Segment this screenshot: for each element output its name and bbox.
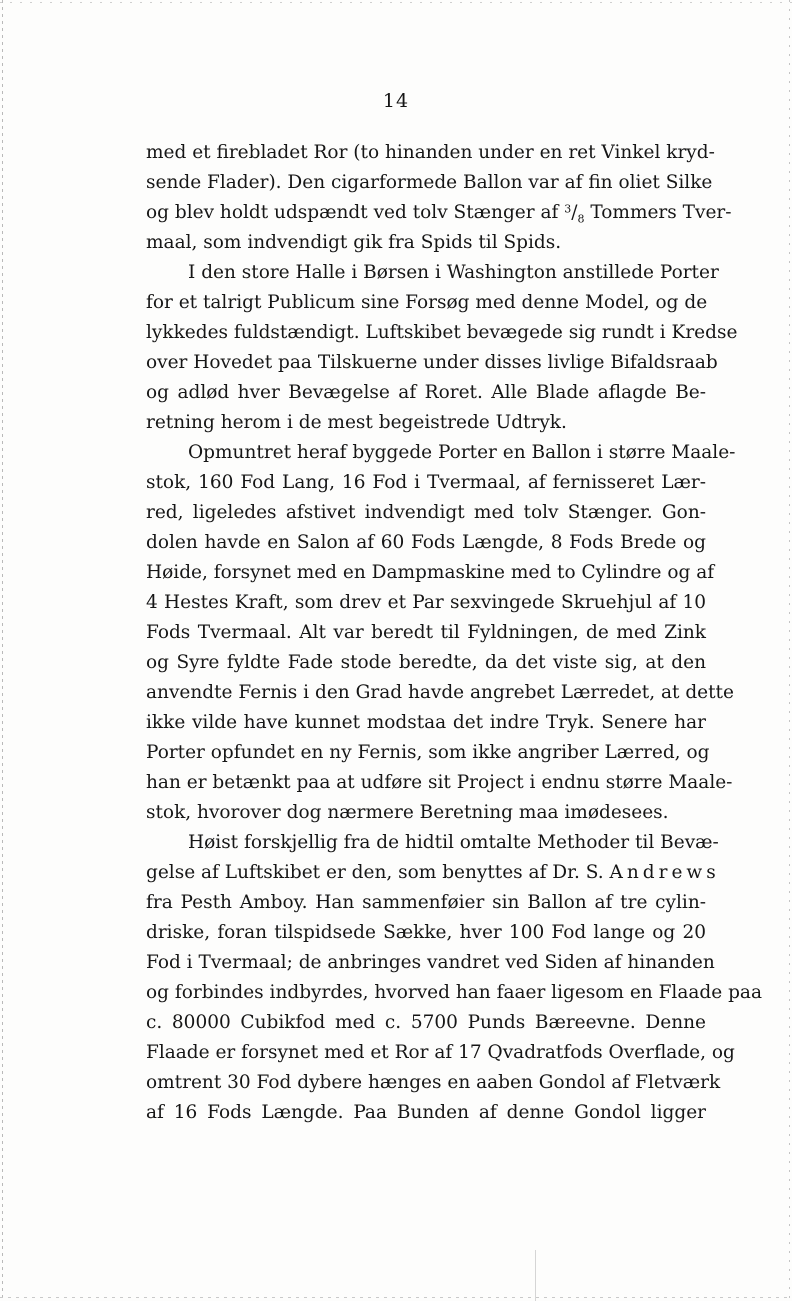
text-line: af 16 Fods Længde. Paa Bunden af denne Gondol ligger [146, 1102, 706, 1123]
fraction-denominator: 8 [577, 212, 585, 226]
binding-fold-mark [535, 1250, 536, 1301]
text-line: maal, som indvendigt gik fra Spids til Spids. [146, 232, 562, 253]
text-line: Fod i Tvermaal; de anbringes vandret ved Siden af hinanden [146, 952, 715, 973]
text-line: dolen havde en Salon af 60 Fods Længde, 8 Fods Brede og [146, 532, 706, 553]
page-number: 14 [382, 90, 410, 112]
page-edge-right [789, 0, 790, 1301]
paragraph-start-line: I den store Halle i Børsen i Washington anstillede Porter [188, 262, 719, 283]
text-line: stok, 160 Fod Lang, 16 Fod i Tvermaal, af fernisseret Lær- [146, 472, 706, 493]
text-line: 4 Hestes Kraft, som drev et Par sexvingede Skruehjul af 10 [146, 592, 706, 613]
text-line: og Syre fyldte Fade stode beredte, da det viste sig, at den [146, 652, 706, 673]
text-line-with-spaced-name [146, 858, 720, 888]
text-line: for et talrigt Publicum sine Forsøg med denne Model, og de [146, 292, 708, 313]
fraction-numerator: 3 [564, 202, 572, 216]
paragraph-start-line: Opmuntret heraf byggede Porter en Ballon i større Maale- [188, 442, 736, 463]
text-fragment: og blev holdt udspændt ved tolv Stænger af [146, 202, 559, 223]
text-line: over Hovedet paa Tilskuerne under disses livlige Bifaldsraab [146, 352, 718, 373]
text-line-with-fraction: og blev holdt udspændt ved tolv Stænger af $^3/_8$ Tommers Tver- [146, 202, 732, 226]
text-line: anvendte Fernis i den Grad havde angrebet Lærredet, at dette [146, 682, 734, 703]
text-line: omtrent 30 Fod dybere hænges en aaben Gondol af Fletværk [146, 1072, 721, 1093]
text-line: lykkedes fuldstændigt. Luftskibet bevægede sig rundt i Kredse [146, 322, 738, 343]
text-line: stok, hvorover dog nærmere Beretning maa imødesees. [146, 802, 669, 823]
text-line: og adlød hver Bevægelse af Roret. Alle Blade aflagde Be- [146, 382, 706, 403]
text-line: driske, foran tilspidsede Sække, hver 100 Fod lange og 20 [146, 922, 706, 943]
page-edge-left [2, 0, 3, 1301]
text-line: Porter opfundet en ny Fernis, som ikke angriber Lærred, og [146, 742, 710, 763]
text-line: c. 80000 Cubikfod med c. 5700 Punds Bæreevne. Denne [146, 1012, 706, 1033]
spaced-person-name: Andrews [609, 862, 720, 883]
text-line: og forbindes indbyrdes, hvorved han faaer ligesom en Flaade paa [146, 982, 762, 1003]
text-line: Flaade er forsynet med et Ror af 17 Qvadratfods Overflade, og [146, 1042, 735, 1063]
text-line: red, ligeledes afstivet indvendigt med tolv Stænger. Gon- [146, 502, 706, 523]
text-line: fra Pesth Amboy. Han sammenføier sin Ballon af tre cylin- [146, 892, 706, 913]
page-edge-bottom [0, 1297, 792, 1298]
text-fragment: Tommers Tver- [590, 202, 732, 223]
text-line: ikke vilde have kunnet modstaa det indre Tryk. Senere har [146, 712, 706, 733]
text-line: Høide, forsynet med en Dampmaskine med to Cylindre og af [146, 562, 715, 583]
text-line: retning herom i de mest begeistrede Udtryk. [146, 412, 567, 433]
text-line: han er betænkt paa at udføre sit Project i endnu større Maale- [146, 772, 733, 793]
text-line: sende Flader). Den cigarformede Ballon var af fin oliet Silke [146, 172, 713, 193]
paragraph-start-line: Høist forskjellig fra de hidtil omtalte Methoder til Bevæ- [188, 832, 719, 853]
text-line: Fods Tvermaal. Alt var beredt til Fyldningen, de med Zink [146, 622, 706, 643]
text-fragment: gelse af Luftskibet er den, som benyttes af Dr. S. [146, 862, 604, 883]
page-edge-top [0, 2, 792, 3]
body-text [146, 138, 762, 1128]
text-line: med et firebladet Ror (to hinanden under en ret Vinkel kryd- [146, 142, 715, 163]
